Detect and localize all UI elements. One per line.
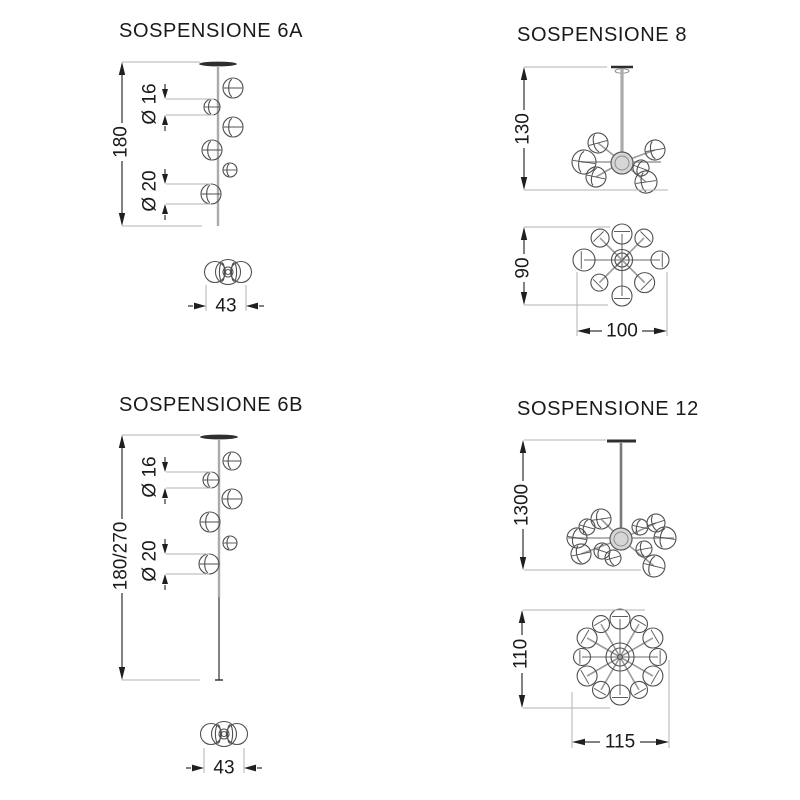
arrow-left xyxy=(246,303,258,310)
width-label: 115 xyxy=(604,731,636,753)
top-view-6a xyxy=(205,260,252,285)
depth-label: 110 xyxy=(510,638,532,670)
arrow-down xyxy=(162,89,168,99)
arrow-up xyxy=(162,574,168,584)
arrow-down xyxy=(162,174,168,184)
panel-sospensione-12 xyxy=(511,398,699,753)
glass-sphere xyxy=(223,117,243,137)
height-label: 180/270 xyxy=(110,521,132,591)
arrow-right xyxy=(194,303,206,310)
arrow-down xyxy=(521,292,527,305)
starburst-8 xyxy=(573,224,669,306)
side-view-6a xyxy=(199,62,243,226)
panel-title: SOSPENSIONE 12 xyxy=(517,398,699,420)
panel-sospensione-6a xyxy=(111,20,304,317)
width-label: 100 xyxy=(606,320,638,342)
arrow-down xyxy=(520,557,526,570)
top-view-6b xyxy=(201,722,248,747)
arrow-up xyxy=(519,610,525,623)
arrow-down xyxy=(519,695,525,708)
dimension-width-6b xyxy=(186,748,262,779)
panel-title: SOSPENSIONE 6A xyxy=(119,20,304,42)
diameter-small-label: Ø 16 xyxy=(139,83,161,125)
glass-sphere xyxy=(584,165,608,189)
glass-sphere xyxy=(223,78,243,98)
arrow-up xyxy=(520,440,526,453)
glass-sphere xyxy=(569,542,593,566)
panel-title: SOSPENSIONE 6B xyxy=(119,394,304,416)
central-hub xyxy=(610,528,632,550)
height-label: 1300 xyxy=(511,483,533,527)
dimension-width-6a xyxy=(188,285,264,317)
dimension-diameter-16-6b xyxy=(140,456,213,504)
glass-sphere xyxy=(201,184,221,204)
ceiling-canopy xyxy=(199,62,237,67)
arrow-down xyxy=(119,213,125,226)
starburst-12 xyxy=(574,609,667,705)
glass-sphere xyxy=(199,554,219,574)
width-label: 43 xyxy=(213,757,235,779)
glass-sphere xyxy=(223,452,241,470)
dimension-diameter-20-6a xyxy=(140,169,212,220)
glass-sphere xyxy=(203,472,219,488)
sphere-cluster xyxy=(201,78,243,204)
side-view-8 xyxy=(570,67,666,194)
arrow-down xyxy=(162,544,168,554)
central-hub xyxy=(611,152,633,174)
arrow-right xyxy=(654,328,667,334)
side-view-6b xyxy=(199,435,242,680)
arrow-down xyxy=(119,667,125,680)
arrow-up xyxy=(119,435,125,448)
arrow-left xyxy=(572,739,585,745)
diameter-large-label: Ø 20 xyxy=(139,170,161,212)
glass-sphere xyxy=(223,536,237,550)
dimension-depth-8 xyxy=(513,227,611,305)
glass-sphere xyxy=(200,512,220,532)
panel-title: SOSPENSIONE 8 xyxy=(517,24,688,46)
arrow-right xyxy=(192,765,204,772)
ceiling-canopy xyxy=(200,435,238,440)
top-view-12 xyxy=(574,609,667,705)
panel-sospensione-8 xyxy=(513,24,688,342)
arrow-up xyxy=(521,67,527,80)
height-label: 130 xyxy=(512,113,534,145)
arrow-up xyxy=(162,488,168,498)
glass-sphere xyxy=(204,99,220,115)
arrow-left xyxy=(244,765,256,772)
glass-sphere xyxy=(222,489,242,509)
arrow-left xyxy=(577,328,590,334)
top-view-8 xyxy=(573,224,669,306)
height-label: 180 xyxy=(110,126,132,158)
width-label: 43 xyxy=(215,295,237,317)
diameter-large-label: Ø 20 xyxy=(139,540,161,582)
arrow-up xyxy=(162,115,168,125)
arrow-up xyxy=(162,204,168,214)
dimension-diameter-16-6a xyxy=(140,83,215,131)
diameter-small-label: Ø 16 xyxy=(139,456,161,498)
glass-sphere xyxy=(631,158,652,179)
depth-label: 90 xyxy=(512,257,534,279)
side-view-12 xyxy=(565,441,677,579)
glass-sphere xyxy=(202,140,222,160)
arrow-down xyxy=(521,177,527,190)
arrow-up xyxy=(521,227,527,240)
arrow-right xyxy=(656,739,669,745)
glass-sphere xyxy=(223,163,237,177)
panel-sospensione-6b xyxy=(111,394,304,779)
arrow-up xyxy=(119,62,125,75)
arrow-down xyxy=(162,462,168,472)
glass-sphere xyxy=(643,138,666,161)
sphere-cluster xyxy=(199,452,242,574)
